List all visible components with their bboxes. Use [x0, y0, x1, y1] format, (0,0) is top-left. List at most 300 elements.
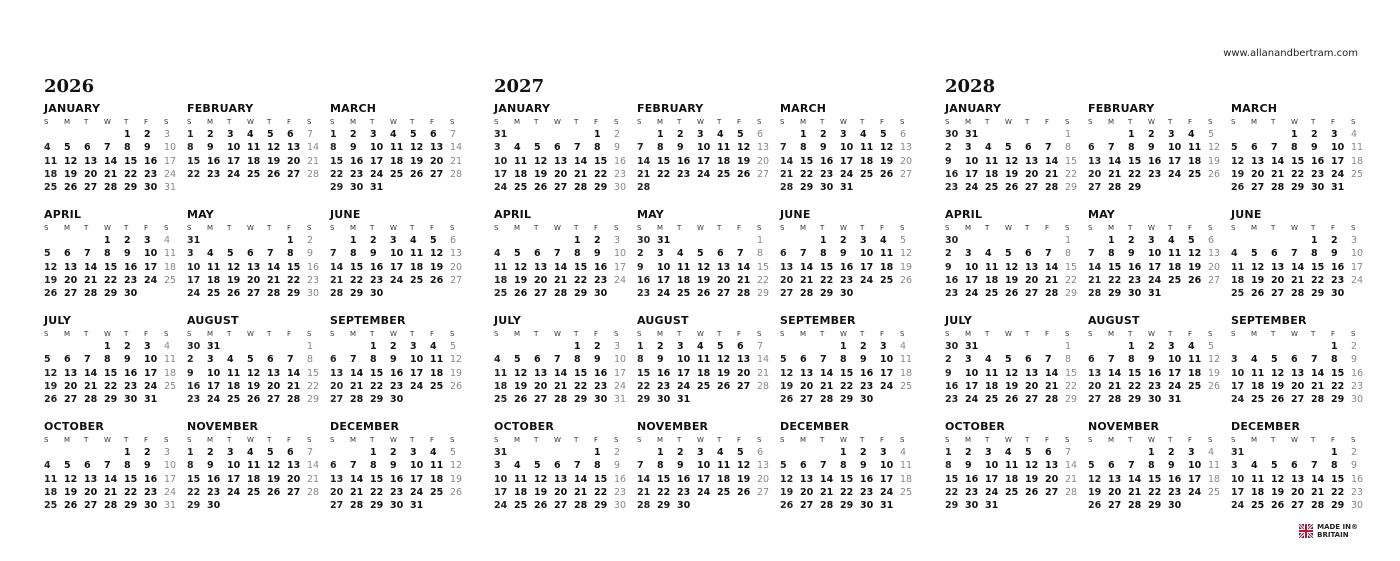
day-cell: 13 — [1251, 155, 1265, 167]
day-cell: 11 — [1168, 248, 1182, 260]
day-cell: 26 — [780, 500, 794, 512]
weekday-letter: T — [717, 330, 722, 338]
weekday-letter: W — [1148, 330, 1155, 338]
weekday-header — [1088, 222, 1231, 234]
day-cell — [677, 181, 697, 194]
week-row — [637, 234, 780, 247]
weekday-letter: T — [985, 118, 990, 126]
weekday-letter: W — [390, 436, 397, 444]
day-cell: 12 — [1231, 155, 1245, 167]
weekday-letter: S — [780, 436, 785, 444]
day-cell: 4 — [514, 142, 521, 154]
week-row — [44, 168, 187, 181]
day-cell: 16 — [945, 168, 959, 180]
day-cell: 8 — [574, 354, 581, 366]
day-cell: 26 — [737, 168, 751, 180]
day-cell: 8 — [104, 354, 111, 366]
day-cell: 19 — [1005, 380, 1019, 392]
day-cell: 20 — [287, 473, 301, 485]
day-cell: 14 — [104, 155, 118, 167]
month-november — [187, 420, 330, 526]
day-cell: 10 — [1231, 367, 1245, 379]
week-row — [780, 247, 923, 260]
weekday-letter: T — [1311, 224, 1316, 232]
week-row — [945, 459, 1088, 472]
day-cell: 16 — [677, 155, 691, 167]
weekday-letter: M — [514, 436, 521, 444]
weekday-letter: M — [514, 118, 521, 126]
day-cell: 10 — [697, 142, 711, 154]
weekday-letter: M — [64, 224, 71, 232]
day-cell: 8 — [1128, 142, 1135, 154]
day-cell: 3 — [144, 235, 151, 246]
day-cell — [1005, 340, 1025, 353]
year-title: 2028 — [945, 76, 996, 97]
day-cell: 17 — [1231, 380, 1245, 392]
week-row — [945, 168, 1088, 181]
weekday-letter: F — [880, 330, 885, 338]
day-cell: 2 — [965, 447, 972, 458]
day-cell — [860, 181, 880, 194]
day-cell: 11 — [1188, 354, 1202, 366]
day-cell: 29 — [1108, 288, 1122, 300]
day-cell: 12 — [900, 248, 913, 260]
day-cell: 3 — [657, 248, 664, 260]
weekday-header — [1231, 222, 1374, 234]
month-name: SEPTEMBER — [330, 314, 406, 327]
day-cell: 10 — [1331, 142, 1345, 154]
day-cell: 8 — [1331, 354, 1338, 366]
day-cell: 13 — [64, 367, 78, 379]
weekday-letter: S — [780, 118, 785, 126]
month-name: NOVEMBER — [187, 420, 259, 433]
weekday-header — [330, 222, 473, 234]
day-cell: 14 — [554, 261, 568, 273]
weekday-letter: S — [637, 118, 642, 126]
day-cell: 27 — [450, 274, 463, 286]
day-cell: 17 — [390, 261, 404, 273]
week-row — [494, 247, 637, 260]
day-cell: 12 — [1005, 367, 1019, 379]
day-cell: 1 — [330, 129, 337, 140]
weekday-letter: S — [164, 224, 169, 232]
day-cell: 21 — [307, 473, 320, 485]
day-cell: 13 — [287, 142, 301, 154]
weekday-letter: F — [594, 330, 599, 338]
week-row — [1088, 380, 1231, 393]
day-cell: 7 — [307, 447, 314, 458]
day-cell: 10 — [677, 354, 691, 366]
day-cell — [757, 181, 777, 194]
day-cell: 8 — [187, 142, 194, 154]
day-cell: 12 — [737, 142, 751, 154]
day-cell: 19 — [1005, 274, 1019, 286]
day-cell: 20 — [1045, 473, 1059, 485]
weekday-letter: M — [965, 224, 972, 232]
day-cell: 12 — [1088, 473, 1102, 485]
day-cell: 19 — [44, 274, 58, 286]
day-cell: 29 — [104, 288, 118, 300]
day-cell: 13 — [330, 367, 344, 379]
day-cell: 28 — [307, 168, 320, 180]
weekday-letter: F — [1045, 436, 1050, 444]
day-cell: 24 — [965, 394, 979, 406]
week-row — [44, 247, 187, 260]
day-cell — [737, 234, 757, 247]
weekday-letter: T — [717, 118, 722, 126]
day-cell: 19 — [1251, 274, 1265, 286]
day-cell: 14 — [637, 473, 651, 485]
day-cell: 19 — [450, 367, 463, 379]
day-cell: 4 — [985, 248, 992, 260]
day-cell: 1 — [1148, 447, 1155, 458]
day-cell: 3 — [494, 142, 501, 154]
day-cell: 17 — [965, 380, 979, 392]
weekday-letter: T — [227, 436, 232, 444]
day-cell: 28 — [737, 288, 751, 300]
day-cell: 8 — [187, 460, 194, 472]
weekday-letter: T — [124, 224, 129, 232]
day-cell: 22 — [1108, 274, 1122, 286]
weekday-letter: F — [1188, 330, 1193, 338]
weekday-letter: T — [677, 436, 682, 444]
day-cell: 16 — [187, 380, 201, 392]
week-row — [44, 486, 187, 499]
day-cell: 17 — [1188, 473, 1202, 485]
weekday-letter: S — [1088, 330, 1093, 338]
day-cell: 28 — [84, 288, 98, 300]
weekday-letter: S — [44, 224, 49, 232]
day-cell — [44, 128, 64, 141]
weekday-letter: T — [574, 330, 579, 338]
day-cell: 11 — [430, 354, 444, 366]
months-grid — [44, 102, 484, 526]
day-cell: 24 — [614, 274, 627, 286]
day-cell: 9 — [1351, 354, 1358, 366]
day-cell: 29 — [757, 288, 770, 300]
week-row — [1231, 128, 1374, 141]
week-row — [637, 128, 780, 141]
day-cell: 31 — [1231, 447, 1245, 458]
day-cell: 31 — [164, 500, 177, 512]
day-cell: 25 — [1251, 394, 1265, 406]
week-row — [187, 168, 330, 181]
day-cell: 13 — [1025, 155, 1039, 167]
day-cell: 20 — [267, 380, 281, 392]
day-cell: 22 — [840, 380, 854, 392]
day-cell: 7 — [84, 354, 91, 366]
day-cell: 5 — [1005, 354, 1012, 366]
day-cell: 23 — [1168, 486, 1182, 498]
day-cell: 20 — [64, 274, 78, 286]
week-row — [1231, 168, 1374, 181]
weekday-letter: S — [494, 330, 499, 338]
day-cell: 26 — [717, 380, 731, 392]
day-cell: 24 — [985, 486, 999, 498]
day-cell: 10 — [614, 354, 627, 366]
day-cell: 30 — [945, 129, 959, 140]
day-cell: 22 — [1128, 380, 1142, 392]
day-cell: 27 — [1045, 486, 1059, 498]
day-cell — [44, 446, 64, 459]
day-cell: 15 — [594, 473, 608, 485]
day-cell: 21 — [104, 486, 118, 498]
day-cell: 13 — [1108, 473, 1122, 485]
day-cell: 22 — [350, 274, 364, 286]
weekday-letter: T — [985, 330, 990, 338]
day-cell: 13 — [757, 142, 770, 154]
day-cell: 7 — [450, 129, 457, 140]
day-cell: 27 — [1251, 182, 1265, 194]
day-cell — [494, 340, 514, 353]
day-cell — [390, 181, 410, 194]
weekday-letter: S — [1065, 330, 1070, 338]
day-cell: 18 — [1351, 155, 1364, 167]
day-cell: 5 — [267, 447, 274, 458]
day-cell: 29 — [124, 182, 138, 194]
day-cell — [1108, 128, 1128, 141]
week-row — [945, 141, 1088, 154]
day-cell: 3 — [370, 129, 377, 140]
week-row — [1231, 261, 1374, 274]
day-cell: 29 — [800, 182, 814, 194]
day-cell: 4 — [247, 129, 254, 140]
day-cell: 19 — [780, 380, 794, 392]
day-cell — [880, 181, 900, 194]
weekday-letter: S — [1351, 330, 1356, 338]
month-name: SEPTEMBER — [1231, 314, 1307, 327]
weekday-letter: M — [207, 224, 214, 232]
year-2028 — [945, 76, 1385, 526]
day-cell: 11 — [247, 460, 261, 472]
day-cell — [1351, 287, 1371, 300]
day-cell: 24 — [207, 394, 221, 406]
week-row — [494, 128, 637, 141]
day-cell: 18 — [514, 168, 528, 180]
day-cell: 19 — [1088, 486, 1102, 498]
day-cell: 11 — [247, 142, 261, 154]
day-cell: 2 — [350, 129, 357, 140]
day-cell: 23 — [677, 486, 691, 498]
day-cell: 7 — [1311, 460, 1318, 472]
day-cell: 4 — [985, 354, 992, 366]
day-cell: 19 — [514, 380, 528, 392]
week-row — [637, 486, 780, 499]
day-cell: 9 — [390, 460, 397, 472]
day-cell: 15 — [637, 367, 651, 379]
day-cell: 6 — [1271, 248, 1278, 260]
day-cell: 26 — [247, 394, 261, 406]
day-cell: 9 — [350, 142, 357, 154]
day-cell: 11 — [985, 261, 999, 273]
day-cell: 25 — [430, 486, 444, 498]
week-row — [945, 486, 1088, 499]
week-row — [1231, 393, 1374, 406]
day-cell: 16 — [860, 473, 874, 485]
weekday-letter: F — [594, 118, 599, 126]
day-cell: 20 — [800, 486, 814, 498]
weekday-letter: S — [44, 330, 49, 338]
month-name: AUGUST — [1088, 314, 1140, 327]
day-cell: 28 — [820, 394, 834, 406]
day-cell: 14 — [1045, 261, 1059, 273]
day-cell — [514, 234, 534, 247]
day-cell: 30 — [1128, 288, 1142, 300]
day-cell: 7 — [1271, 142, 1278, 154]
week-row — [330, 141, 473, 154]
day-cell: 28 — [1045, 288, 1059, 300]
day-cell: 29 — [370, 394, 384, 406]
day-cell: 17 — [965, 168, 979, 180]
day-cell: 5 — [514, 354, 521, 366]
weekday-letter: M — [350, 330, 357, 338]
day-cell: 4 — [1005, 447, 1012, 458]
week-row — [494, 181, 637, 194]
day-cell: 18 — [164, 367, 177, 379]
day-cell: 5 — [44, 354, 51, 366]
weekday-header — [780, 434, 923, 446]
weekday-letter: S — [494, 224, 499, 232]
day-cell: 10 — [1351, 248, 1364, 260]
day-cell: 4 — [880, 235, 887, 246]
day-cell: 9 — [1311, 142, 1318, 154]
weekday-letter: S — [187, 436, 192, 444]
day-cell — [820, 446, 840, 459]
day-cell: 30 — [1168, 500, 1182, 512]
day-cell: 11 — [390, 142, 404, 154]
day-cell: 8 — [1331, 460, 1338, 472]
day-cell: 13 — [1025, 261, 1039, 273]
week-row — [494, 287, 637, 300]
week-row — [44, 380, 187, 393]
month-september — [780, 314, 923, 420]
day-cell: 27 — [330, 500, 344, 512]
weekday-letter: S — [614, 118, 619, 126]
day-cell: 29 — [104, 394, 118, 406]
weekday-letter: M — [800, 118, 807, 126]
weekday-letter: T — [860, 330, 865, 338]
day-cell: 14 — [780, 155, 794, 167]
day-cell: 16 — [1311, 155, 1325, 167]
weekday-letter: T — [860, 118, 865, 126]
day-cell: 29 — [330, 182, 344, 194]
week-row — [330, 459, 473, 472]
day-cell — [494, 234, 514, 247]
day-cell — [410, 287, 430, 300]
week-row — [1088, 393, 1231, 406]
day-cell: 7 — [104, 142, 111, 154]
day-cell: 24 — [227, 486, 241, 498]
day-cell: 10 — [370, 142, 384, 154]
day-cell: 22 — [1148, 486, 1162, 498]
month-march — [330, 102, 473, 208]
day-cell: 5 — [1271, 460, 1278, 472]
day-cell: 30 — [945, 341, 959, 352]
week-row — [945, 274, 1088, 287]
day-cell: 31 — [1331, 182, 1345, 194]
day-cell — [717, 181, 737, 194]
day-cell: 16 — [1331, 261, 1345, 273]
day-cell: 9 — [860, 460, 867, 472]
weekday-letter: S — [44, 436, 49, 444]
weekday-letter: F — [1331, 436, 1336, 444]
day-cell: 15 — [800, 155, 814, 167]
day-cell: 26 — [44, 394, 58, 406]
day-cell: 27 — [430, 168, 444, 180]
day-cell: 6 — [1251, 142, 1258, 154]
week-row — [1231, 247, 1374, 260]
weekday-letter: M — [965, 330, 972, 338]
day-cell: 19 — [1208, 155, 1221, 167]
day-cell — [1005, 128, 1025, 141]
weekday-letter: S — [330, 118, 335, 126]
day-cell — [1231, 128, 1251, 141]
week-row — [1088, 473, 1231, 486]
day-cell: 13 — [800, 473, 814, 485]
day-cell: 15 — [187, 473, 201, 485]
week-row — [1088, 247, 1231, 260]
day-cell: 6 — [1088, 142, 1095, 154]
day-cell: 30 — [144, 182, 158, 194]
day-cell: 22 — [574, 380, 588, 392]
day-cell: 9 — [207, 142, 214, 154]
week-row — [187, 274, 330, 287]
day-cell: 20 — [1025, 168, 1039, 180]
month-name: AUGUST — [637, 314, 689, 327]
day-cell: 7 — [800, 248, 807, 260]
day-cell: 3 — [614, 235, 621, 246]
day-cell: 9 — [1351, 460, 1358, 472]
day-cell: 7 — [104, 460, 111, 472]
week-row — [1231, 380, 1374, 393]
day-cell: 13 — [1025, 367, 1039, 379]
day-cell: 14 — [307, 460, 320, 472]
day-cell: 22 — [820, 274, 834, 286]
day-cell: 14 — [820, 367, 834, 379]
weekday-letter: T — [820, 436, 825, 444]
weekday-letter: W — [840, 436, 847, 444]
day-cell — [717, 499, 737, 512]
day-cell: 11 — [985, 155, 999, 167]
week-row — [330, 168, 473, 181]
day-cell — [267, 340, 287, 353]
weekday-letter: T — [534, 118, 539, 126]
day-cell: 12 — [1025, 460, 1039, 472]
day-cell: 21 — [637, 168, 651, 180]
day-cell: 11 — [985, 367, 999, 379]
month-name: SEPTEMBER — [780, 314, 856, 327]
week-row — [187, 393, 330, 406]
day-cell: 30 — [187, 341, 201, 352]
day-cell: 14 — [757, 354, 770, 366]
day-cell: 21 — [84, 380, 98, 392]
day-cell: 9 — [187, 367, 194, 379]
day-cell: 24 — [1351, 274, 1364, 286]
weekday-letter: F — [737, 118, 742, 126]
months-grid — [494, 102, 934, 526]
weekday-header — [494, 434, 637, 446]
day-cell: 2 — [124, 341, 131, 352]
day-cell: 4 — [717, 447, 724, 458]
day-cell: 20 — [1251, 168, 1265, 180]
day-cell — [164, 393, 184, 406]
day-cell: 18 — [717, 155, 731, 167]
weekday-letter: F — [1331, 330, 1336, 338]
day-cell: 12 — [534, 155, 548, 167]
weekday-letter: S — [945, 330, 950, 338]
month-name: APRIL — [945, 208, 983, 221]
week-row — [187, 499, 330, 512]
